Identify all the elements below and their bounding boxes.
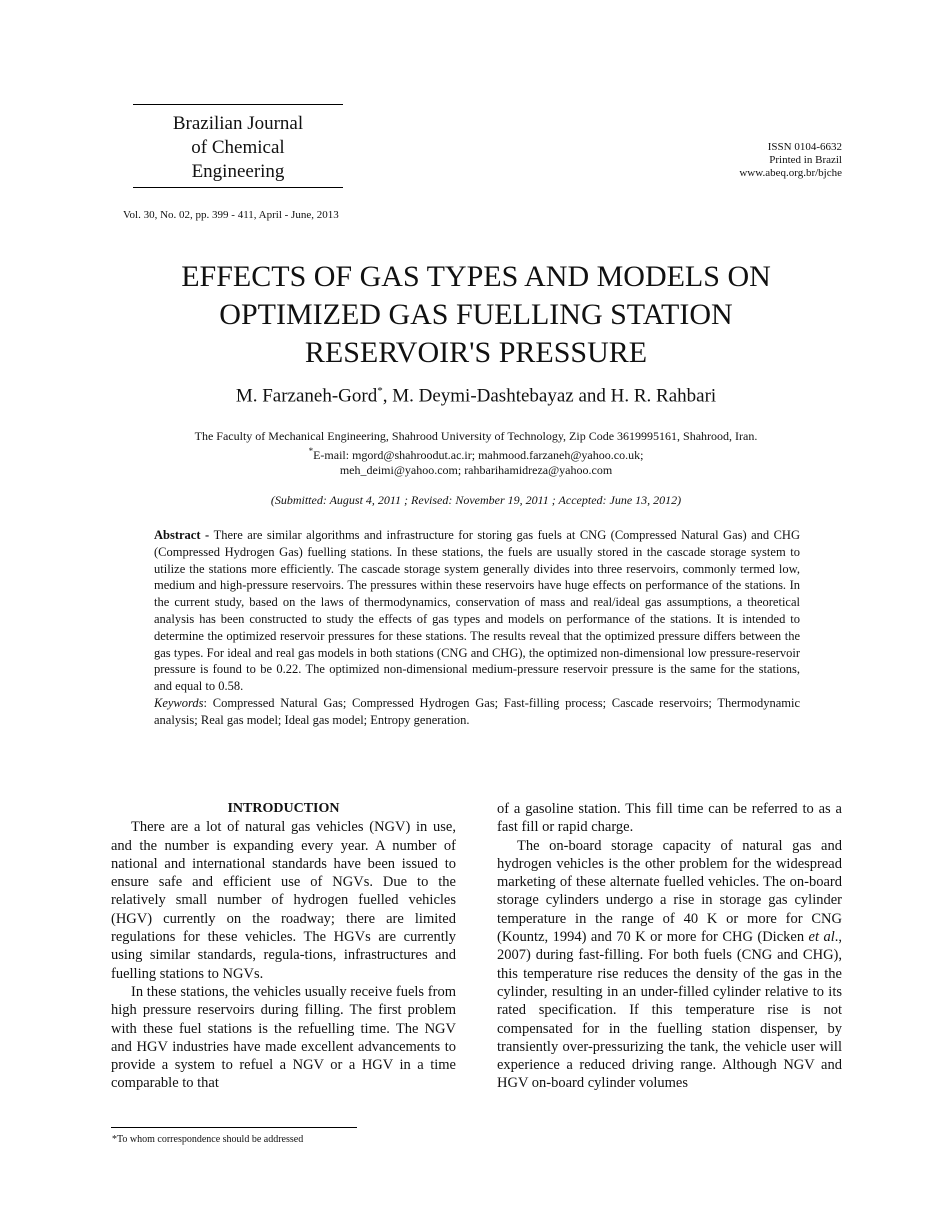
affiliation [0,429,952,478]
footnote: *To whom correspondence should be addressed [112,1134,304,1145]
printed-in: Printed in Brazil [769,154,842,166]
intro-paragraph-2: In these stations, the vehicles usually receive fuels from high pressure reservoirs during filling. The first problem with these fuel stations is the refuelling time. The NGV and HGV industries have made excellent advancements to provide a system to refuel a NGV or a HGV in a time comparable to that [111,983,456,1092]
title-line2: OPTIMIZED GAS FUELLING STATION [219,298,733,331]
left-column [111,800,456,1093]
journal-name [133,112,343,184]
corresponding-star: * [377,385,383,397]
right-paragraph-1: of a gasoline station. This fill time can be referred to as a fast fill or rapid charge. [497,801,842,836]
abstract [154,527,800,729]
right-paragraph-2-part-a: The on-board storage capacity of natural gas and hydrogen vehicles is the other problem for the widespread marketing of these alternate fuelled vehicles. The on-board storage cylinders undergo a rise in storage gas cylinder temperature in the range of 40 K or more for CNG (Kountz, 1994) and 70 K or more for CHG (Dicken [497,837,842,946]
issn-number: ISSN 0104-6632 [767,141,842,153]
author-list [0,385,952,407]
paper-title [60,258,892,372]
title-line3: RESERVOIR'S PRESSURE [304,336,648,369]
title-line1: EFFECTS OF GAS TYPES AND MODELS ON [181,260,771,293]
journal-name-line1: Brazilian Journal [172,113,304,134]
footnote-rule [111,1127,357,1128]
keywords-label: Keywords [154,695,204,710]
author-others: , M. Deymi-Dashtebayaz and H. R. Rahbari [382,385,717,407]
journal-name-line2: of Chemical [191,137,285,158]
journal-bottom-rule [133,187,343,188]
section-heading-introduction: INTRODUCTION [227,801,340,816]
journal-name-line3: Engineering [191,161,285,182]
keywords-text: : Compressed Natural Gas; Compressed Hydrogen Gas; Fast-filling process; Cascade reservoirs; Thermodynamic analysis; Real gas model; Ideal gas model; Entropy generation. [154,695,800,727]
abstract-label: Abstract - [154,528,214,542]
right-paragraph-2 [497,837,842,1093]
email-star: * [308,446,314,456]
affiliation-emails-2: meh_deimi@yahoo.com; rahbarihamidreza@yahoo.com [339,463,613,477]
intro-paragraph-1: There are a lot of natural gas vehicles (NGV) in use, and the number is expanding every year. A number of national and international standards have been issued to ensure safe and efficient use of NGVs. Due to the relatively small number of hydrogen fuelled vehicles (HGV) currently on the roadway; there are limited regulations for these vehicles. The HGVs are currently using similar standards, regula-tions, infrastructures and fuelling stations to NGVs. [111,819,456,982]
right-paragraph-2-part-b: ., 2007) during fast-filling. For both fuels (CNG and CHG), this temperature rise reduces the density of the gas in the cylinder, resulting in an under-filled cylinder relative to its rated specification. If this temperature rise is not compensated for in the fuelling station dispenser, by transiently over-pressurizing the tank, the vehicle user will experience a reduced driving range. Although NGV and HGV on-board cylinder volumes [497,929,842,1092]
et-al-italic: et al [808,929,835,946]
submission-dates: (Submitted: August 4, 2011 ; Revised: November 19, 2011 ; Accepted: June 13, 2012) [270,493,682,507]
affiliation-line1: The Faculty of Mechanical Engineering, Shahrood University of Technology, Zip Code 3619995161, Shahrood, Iran. [194,429,758,443]
journal-url: www.abeq.org.br/bjche [739,167,842,179]
abstract-text: There are similar algorithms and infrastructure for storing gas fuels at CNG (Compressed Natural Gas) and CHG (Compressed Hydrogen Gas) fuelling stations. In these stations, the fuels are usually stored in the cascade storage system to utilize the stations more efficiently. The cascade storage system generally divides into three reservoirs, commonly termed low, medium and high-pressure reservoirs. The pressures within these reservoirs have huge effects on performance of the stations. In the current study, based on the laws of thermodynamics, conservation of mass and real/ideal gas assumptions, a theoretical analysis has been constructed to study the effects of gas types and models on performance of the stations. It is intended to determine the optimized reservoir pressures for these stations. The results reveal that the optimized pressure differs between the gas types. For ideal and real gas models in both stations (CNG and CHG), the optimized non-dimensional low pressure-reservoir pressure is found to be 0.22. The optimized non-dimensional medium-pressure reservoir pressure is the same for the stations, and equal to 0.58. [154,528,800,694]
issn-block [739,141,842,180]
volume-line: Vol. 30, No. 02, pp. 399 - 411, April - June, 2013 [123,209,339,221]
affiliation-emails-1: E-mail: mgord@shahroodut.ac.ir; mahmood.farzaneh@yahoo.co.uk; [313,448,644,462]
right-column [497,800,842,1093]
author-1: M. Farzaneh-Gord [235,385,378,407]
journal-top-rule [133,104,343,105]
